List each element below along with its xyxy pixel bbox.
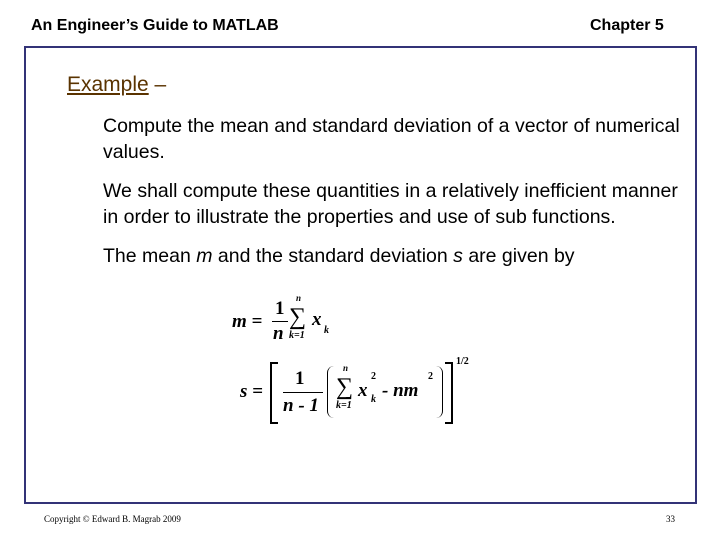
std-symbol: s (453, 245, 463, 267)
mean-numerator: 1 (275, 298, 285, 319)
std-x: x (358, 380, 368, 401)
book-title: An Engineer’s Guide to MATLAB (31, 17, 279, 34)
std-x-subscript: k (371, 394, 376, 405)
paragraph-1: Compute the mean and standard deviation of a vector of numerical values. (103, 115, 680, 163)
mean-lhs: m = (232, 311, 263, 332)
left-paren (327, 366, 334, 418)
std-numerator: 1 (295, 368, 305, 389)
intro-text-c: are given by (462, 245, 575, 267)
mean-sum-lower: k=1 (289, 330, 305, 341)
mean-symbol: m (196, 245, 213, 267)
std-minus-nm: - nm (382, 380, 419, 401)
std-sum-icon: ∑ (336, 374, 354, 400)
std-lhs: s = (240, 381, 263, 402)
mean-denominator: n (273, 323, 284, 344)
right-bracket (445, 362, 453, 424)
intro-text-a: The mean (103, 245, 197, 267)
right-paren (436, 366, 443, 418)
std-x-superscript: 2 (371, 371, 376, 382)
left-bracket (270, 362, 278, 424)
equations (103, 289, 693, 429)
std-m-superscript: 2 (428, 371, 433, 382)
page-number: 33 (666, 514, 675, 524)
mean-x-subscript: k (324, 325, 329, 336)
std-exponent: 1/2 (456, 356, 469, 367)
copyright: Copyright © Edward B. Magrab 2009 (44, 514, 181, 524)
example-dash: – (154, 73, 167, 96)
mean-sum-upper: n (296, 293, 302, 303)
std-sum-lower: k=1 (336, 400, 352, 411)
example-heading (67, 72, 166, 98)
paragraph-3 (103, 243, 693, 269)
slide-body (103, 113, 693, 429)
paragraph-2: We shall compute these quantities in a relatively inefficient manner in order to illustrate the properties and use of sub functions. (103, 180, 678, 228)
mean-fraction-bar (272, 321, 288, 322)
mean-x: x (312, 309, 322, 330)
example-label: Example (67, 73, 149, 96)
intro-text-b: and the standard deviation (212, 245, 454, 267)
mean-sum-icon: ∑ (289, 304, 307, 330)
std-sum-upper: n (343, 363, 349, 373)
chapter-label: Chapter 5 (590, 17, 664, 34)
std-denominator: n - 1 (283, 395, 319, 416)
std-fraction-bar (283, 392, 323, 393)
